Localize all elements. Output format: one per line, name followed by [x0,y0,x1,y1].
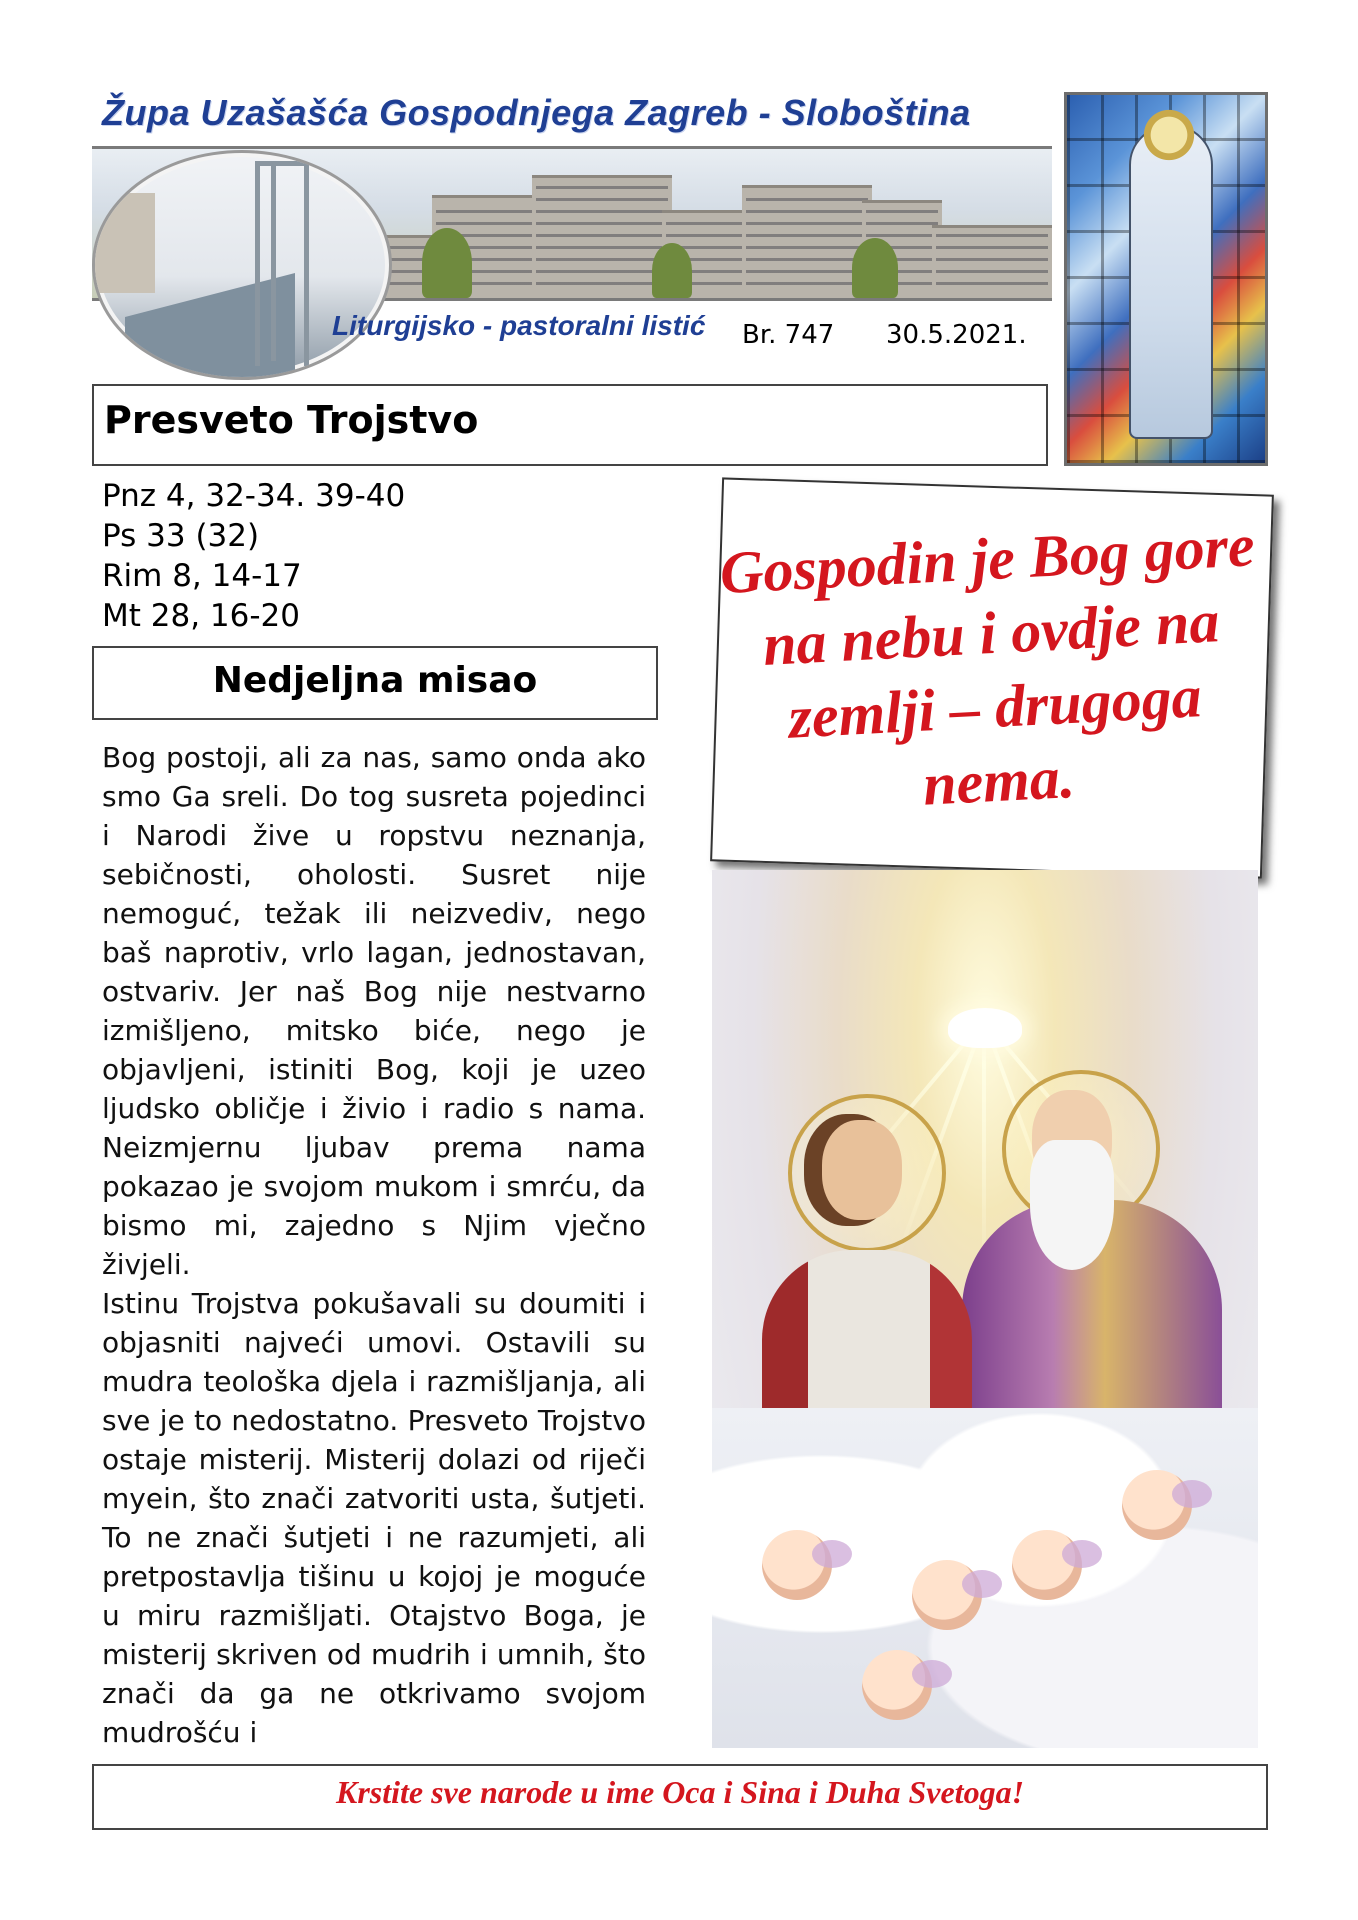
page-title: Presveto Trojstvo [104,398,479,442]
issue-date: 30.5.2021. [886,320,1027,350]
holy-trinity-painting [712,870,1258,1748]
thought-heading: Nedjeljna misao [212,660,538,701]
footer-verse: Krstite sve narode u ime Oca i Sina i Duha Svetoga! [335,1774,1025,1810]
stained-glass-window-image [1064,92,1268,466]
bulletin-subtitle: Liturgijsko - pastoralni listić [332,310,706,341]
dove-icon [948,1008,1022,1048]
reading-3: Rim 8, 14-17 [102,558,302,594]
quote-text: Gospodin je Bog gore na nebu i ovdje na zemlji – drugoga nema. [718,512,1257,818]
thought-paragraph-1: Bog postoji, ali za nas, samo onda ako smo Ga sreli. Do tog susreta pojedinci i Narodi žive u ropstvu neznanja, sebičnosti, oholosti. Susret nije nemoguć, težak ili neizvediv, nego baš naprotiv, vrlo lagan, jednostavan, ostvariv. Jer naš Bog nije nestvarno izmišljeno, mitsko biće, nego je objavljeni, istiniti Bog, koji je uzeo ljudsko obličje i živio i radio s nama. Neizmjernu ljubav prema nama pokazao je svojom mukom i smrću, da bismo mi, zajedno s Njim vječno živjeli. [102,741,646,1281]
parish-title: Župa Uzašašća Gospodnjega Zagreb - Sloboština [102,92,971,133]
reading-4: Mt 28, 16-20 [102,598,300,634]
issue-number: Br. 747 [742,320,835,350]
thought-body [102,738,646,1752]
reading-2: Ps 33 (32) [102,518,260,554]
thought-paragraph-2: Istinu Trojstva pokušavali su doumiti i objasniti najveći umovi. Ostavili su mudra teološka djela i razmišljanja, ali sve je to nedostatno. Presveto Trojstvo ostaje misterij. Misterij dolazi od riječi myein, što znači zatvoriti usta, šutjeti. To ne znači šutjeti i ne razumjeti, ali pretpostavlja tišinu u kojoj je moguće u miru razmišljati. Otajstvo Boga, je misterij skriven od mudrih i umnih, što znači da ga ne otkrivamo svojom mudrošću i [102,1287,646,1749]
reading-1: Pnz 4, 32-34. 39-40 [102,478,406,514]
